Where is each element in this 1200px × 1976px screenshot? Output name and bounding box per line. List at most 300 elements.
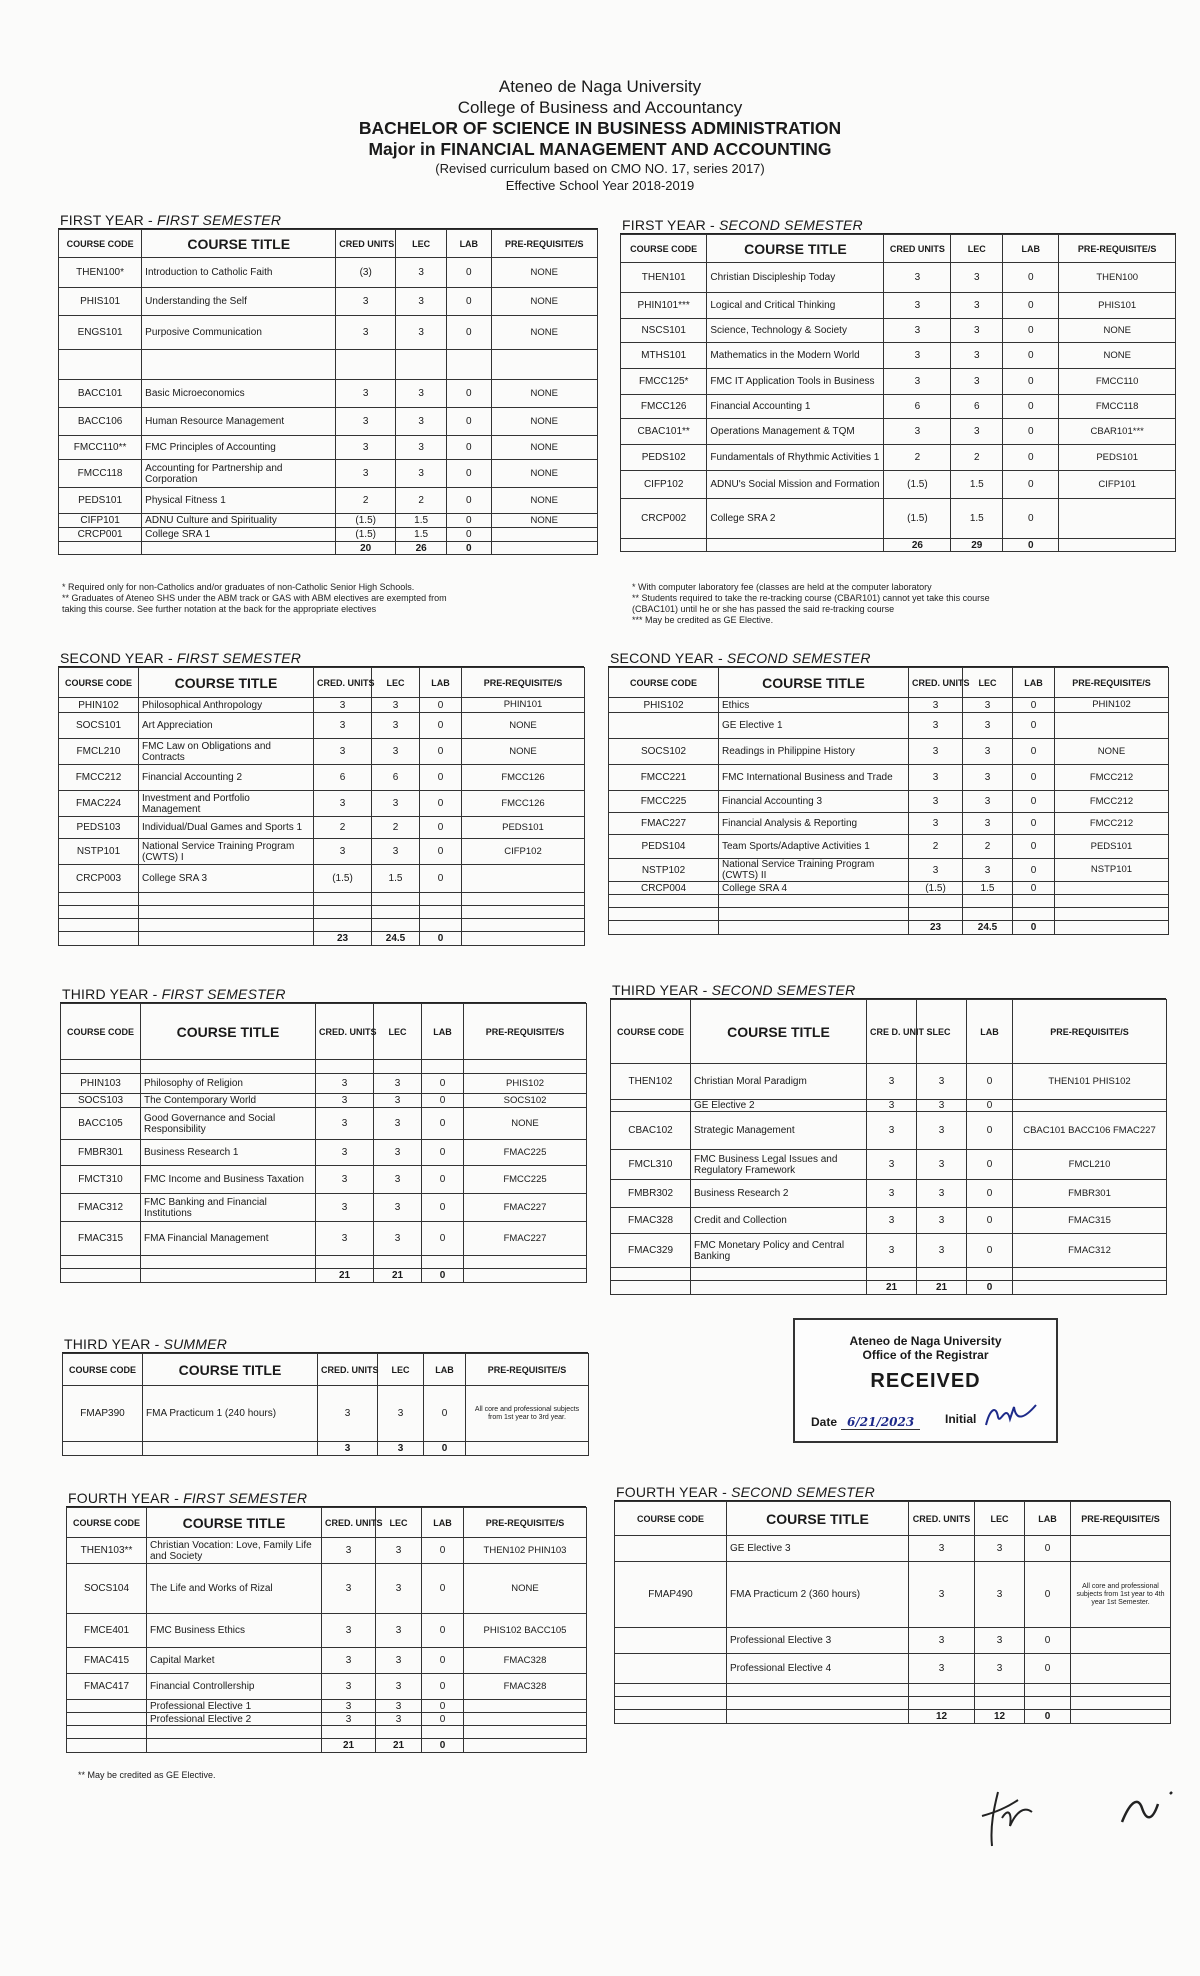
course-row — [621, 343, 1176, 369]
col-code: COURSE CODE — [615, 1502, 727, 1536]
course-prereq: FMAC227 — [464, 1222, 587, 1256]
course-table — [620, 234, 1176, 552]
col-prereq: PRE-REQUISITE/S — [1059, 235, 1176, 263]
course-lab: 0 — [1003, 471, 1059, 499]
course-prereq: NONE — [1059, 343, 1176, 369]
course-code: BACC105 — [61, 1108, 141, 1140]
course-lec: 1.5 — [963, 882, 1013, 895]
course-code: NSTP101 — [59, 839, 139, 865]
total-row — [63, 1442, 589, 1456]
course-credits: 3 — [884, 419, 951, 445]
course-credits: 3 — [316, 1140, 374, 1166]
col-cred: CRED. UNITS — [909, 668, 963, 698]
course-row — [611, 1208, 1167, 1234]
course-code: FMCT310 — [61, 1166, 141, 1194]
blank-row — [609, 908, 1169, 921]
total-row — [611, 1281, 1167, 1295]
y1s1-notes — [62, 582, 602, 615]
course-lab: 0 — [422, 1538, 464, 1564]
course-lab: 0 — [420, 865, 462, 893]
course-code: CRCP002 — [621, 499, 707, 539]
course-row — [61, 1074, 587, 1094]
course-row — [59, 791, 585, 817]
course-credits: 3 — [884, 369, 951, 395]
course-prereq: FMCC126 — [462, 765, 585, 791]
semester-title: SECOND YEAR - SECOND SEMESTER — [608, 650, 1168, 667]
course-row — [61, 1108, 587, 1140]
course-lec: 1.5 — [951, 499, 1003, 539]
course-title: FMC Principles of Accounting — [142, 436, 336, 460]
course-credits: 3 — [909, 1654, 975, 1684]
course-code: PHIN101*** — [621, 293, 707, 319]
course-credits: (1.5) — [884, 499, 951, 539]
course-title: College SRA 2 — [707, 499, 884, 539]
course-lec: 3 — [963, 713, 1013, 739]
course-code: SOCS104 — [67, 1564, 147, 1614]
course-credits: 6 — [314, 765, 372, 791]
semester-title: FIRST YEAR - FIRST SEMESTER — [58, 212, 598, 229]
total-row — [59, 932, 585, 946]
course-prereq: CBAR101*** — [1059, 419, 1176, 445]
col-code: COURSE CODE — [59, 230, 142, 258]
course-prereq — [491, 528, 598, 542]
course-row — [609, 813, 1169, 835]
course-table — [66, 1507, 587, 1753]
summer-block — [62, 1336, 588, 1456]
course-lec: 3 — [396, 408, 447, 436]
course-title: FMC International Business and Trade — [719, 765, 909, 791]
course-row — [615, 1536, 1171, 1562]
course-lec: 3 — [963, 813, 1013, 835]
course-prereq: CBAC101 BACC106 FMAC227 — [1013, 1112, 1167, 1150]
course-credits: 3 — [909, 1536, 975, 1562]
course-lab: 0 — [967, 1234, 1013, 1268]
course-lab: 0 — [447, 514, 491, 528]
course-code: PEDS103 — [59, 817, 139, 839]
course-title: Mathematics in the Modern World — [707, 343, 884, 369]
course-row — [61, 1194, 587, 1222]
blank-row — [615, 1697, 1171, 1710]
course-credits: 3 — [884, 343, 951, 369]
course-credits: 3 — [884, 263, 951, 293]
blank-row — [59, 350, 598, 380]
course-row — [609, 882, 1169, 895]
course-title: FMC Business Legal Issues and Regulatory Framework — [691, 1150, 867, 1180]
col-title: COURSE TITLE — [142, 230, 336, 258]
course-row — [621, 499, 1176, 539]
course-title: Financial Accounting 1 — [707, 395, 884, 419]
course-code: FMCL310 — [611, 1150, 691, 1180]
course-prereq — [1059, 499, 1176, 539]
course-prereq: FMBR301 — [1013, 1180, 1167, 1208]
document-header — [0, 76, 1200, 194]
course-prereq: FMCC126 — [462, 791, 585, 817]
note-line: ** Students required to take the re-tracking course (CBAR101) cannot yet take this course — [632, 593, 990, 603]
course-lec: 2 — [963, 835, 1013, 859]
course-row — [609, 698, 1169, 713]
course-row — [621, 419, 1176, 445]
total-row — [609, 921, 1169, 935]
blank-row — [615, 1684, 1171, 1697]
col-lab: LAB — [422, 1508, 464, 1538]
course-lec: 3 — [963, 739, 1013, 765]
course-prereq — [1055, 713, 1169, 739]
blank-row — [611, 1268, 1167, 1281]
course-code: FMAP390 — [63, 1386, 143, 1442]
course-credits: (1.5) — [884, 471, 951, 499]
course-code — [611, 1100, 691, 1112]
course-title: ADNU's Social Mission and Formation — [707, 471, 884, 499]
received-stamp — [793, 1318, 1058, 1443]
course-lec: 3 — [917, 1208, 967, 1234]
course-title: GE Elective 2 — [691, 1100, 867, 1112]
course-credits: 3 — [884, 293, 951, 319]
course-code: CRCP004 — [609, 882, 719, 895]
course-credits: 3 — [322, 1674, 376, 1700]
course-lec: 3 — [917, 1112, 967, 1150]
course-title: Financial Accounting 3 — [719, 791, 909, 813]
total-lec: 24.5 — [372, 932, 420, 946]
course-code: FMBR301 — [61, 1140, 141, 1166]
course-lec: 3 — [975, 1628, 1025, 1654]
course-code: FMCL210 — [59, 739, 139, 765]
course-row — [59, 713, 585, 739]
course-row — [621, 263, 1176, 293]
course-title: Christian Moral Paradigm — [691, 1064, 867, 1100]
total-row — [67, 1739, 587, 1753]
course-lab: 0 — [967, 1150, 1013, 1180]
col-title: COURSE TITLE — [147, 1508, 322, 1538]
course-credits: 3 — [322, 1564, 376, 1614]
course-title: FMC Business Ethics — [147, 1614, 322, 1648]
total-cred: 21 — [867, 1281, 917, 1295]
course-credits: 3 — [867, 1208, 917, 1234]
course-title: College SRA 4 — [719, 882, 909, 895]
course-prereq: NONE — [491, 514, 598, 528]
course-code: FMAC312 — [61, 1194, 141, 1222]
course-code: FMAC315 — [61, 1222, 141, 1256]
course-row — [59, 865, 585, 893]
col-lab: LAB — [967, 1000, 1013, 1064]
course-title: Team Sports/Adaptive Activities 1 — [719, 835, 909, 859]
course-prereq: NONE — [491, 408, 598, 436]
course-title: Professional Elective 1 — [147, 1700, 322, 1713]
course-title: Professional Elective 3 — [727, 1628, 909, 1654]
course-prereq: NONE — [491, 460, 598, 488]
program-title: BACHELOR OF SCIENCE IN BUSINESS ADMINISTRATION — [358, 118, 842, 138]
course-prereq: NONE — [491, 380, 598, 408]
course-title: FMC Law on Obligations and Contracts — [139, 739, 314, 765]
course-lec: 3 — [917, 1100, 967, 1112]
course-lab: 0 — [424, 1386, 466, 1442]
course-title: Financial Analysis & Reporting — [719, 813, 909, 835]
course-lab: 0 — [422, 1108, 464, 1140]
course-code: FMAP490 — [615, 1562, 727, 1628]
course-row — [61, 1222, 587, 1256]
blank-row — [609, 895, 1169, 908]
course-code: THEN102 — [611, 1064, 691, 1100]
col-title: COURSE TITLE — [139, 668, 314, 698]
university-name: Ateneo de Naga University — [498, 77, 702, 96]
course-row — [621, 319, 1176, 343]
col-title: COURSE TITLE — [707, 235, 884, 263]
course-lab: 0 — [1003, 343, 1059, 369]
course-title: Human Resource Management — [142, 408, 336, 436]
course-credits: 3 — [322, 1648, 376, 1674]
total-cred: 3 — [318, 1442, 378, 1456]
course-row — [59, 258, 598, 288]
course-lab: 0 — [1003, 369, 1059, 395]
course-row — [59, 528, 598, 542]
course-credits: (1.5) — [909, 882, 963, 895]
course-lab: 0 — [422, 1194, 464, 1222]
course-row — [67, 1713, 587, 1726]
course-code: PHIS101 — [59, 288, 142, 316]
course-title: FMA Practicum 1 (240 hours) — [143, 1386, 318, 1442]
col-lab: LAB — [424, 1354, 466, 1386]
course-prereq: FMAC225 — [464, 1140, 587, 1166]
col-lec: LEC — [372, 668, 420, 698]
course-title: Basic Microeconomics — [142, 380, 336, 408]
course-lec: 3 — [378, 1386, 424, 1442]
course-lab: 0 — [447, 488, 491, 514]
course-lab: 0 — [422, 1614, 464, 1648]
course-prereq: NONE — [1055, 739, 1169, 765]
course-prereq — [464, 1713, 587, 1726]
course-row — [59, 408, 598, 436]
course-lec: 3 — [374, 1094, 422, 1108]
course-lab: 0 — [447, 380, 491, 408]
course-row — [621, 471, 1176, 499]
course-credits: (3) — [336, 258, 396, 288]
blank-row — [59, 893, 585, 906]
course-credits: 3 — [867, 1150, 917, 1180]
total-cred: 12 — [909, 1710, 975, 1724]
course-prereq: CIFP102 — [462, 839, 585, 865]
y3s2-block — [610, 982, 1166, 1295]
course-credits: 3 — [867, 1100, 917, 1112]
course-code: FMBR302 — [611, 1180, 691, 1208]
total-lec: 21 — [917, 1281, 967, 1295]
course-prereq: FMCC212 — [1055, 791, 1169, 813]
course-row — [615, 1628, 1171, 1654]
note-line: * Required only for non-Catholics and/or graduates of non-Catholic Senior High Schools. — [62, 582, 415, 592]
course-lab: 0 — [967, 1100, 1013, 1112]
course-title: Financial Controllership — [147, 1674, 322, 1700]
course-lab: 0 — [420, 713, 462, 739]
course-row — [611, 1112, 1167, 1150]
course-row — [609, 835, 1169, 859]
course-title: Financial Accounting 2 — [139, 765, 314, 791]
col-lec: LEC — [396, 230, 447, 258]
course-row — [621, 293, 1176, 319]
course-title: Professional Elective 2 — [147, 1713, 322, 1726]
total-cred: 21 — [322, 1739, 376, 1753]
course-credits: 3 — [322, 1538, 376, 1564]
course-prereq: SOCS102 — [464, 1094, 587, 1108]
course-title: Purposive Communication — [142, 316, 336, 350]
course-prereq: NONE — [464, 1564, 587, 1614]
course-lab: 0 — [422, 1222, 464, 1256]
course-credits: 3 — [316, 1194, 374, 1222]
effective-year: Effective School Year 2018-2019 — [505, 178, 695, 193]
col-code: COURSE CODE — [621, 235, 707, 263]
total-lec: 12 — [975, 1710, 1025, 1724]
col-code: COURSE CODE — [611, 1000, 691, 1064]
course-title: FMC Income and Business Taxation — [141, 1166, 316, 1194]
col-lec: LEC — [378, 1354, 424, 1386]
course-lec: 3 — [963, 791, 1013, 813]
course-title: Individual/Dual Games and Sports 1 — [139, 817, 314, 839]
signature-icon — [972, 1782, 1042, 1852]
course-lec: 3 — [374, 1140, 422, 1166]
course-lec: 3 — [374, 1166, 422, 1194]
course-prereq: NONE — [491, 258, 598, 288]
course-lec: 1.5 — [372, 865, 420, 893]
total-lab: 0 — [447, 542, 491, 555]
course-row — [59, 380, 598, 408]
col-lec: LEC — [374, 1004, 422, 1060]
course-row — [615, 1562, 1171, 1628]
course-prereq: PEDS101 — [1055, 835, 1169, 859]
course-code: PHIN103 — [61, 1074, 141, 1094]
course-lab: 0 — [1003, 263, 1059, 293]
course-credits: 3 — [909, 713, 963, 739]
course-prereq: FMCC225 — [464, 1166, 587, 1194]
course-credits: 3 — [336, 380, 396, 408]
course-row — [609, 713, 1169, 739]
course-code — [67, 1713, 147, 1726]
course-row — [59, 514, 598, 528]
course-code — [615, 1628, 727, 1654]
course-row — [59, 436, 598, 460]
signature-icon — [1116, 1782, 1186, 1832]
course-lab: 0 — [422, 1140, 464, 1166]
course-prereq: FMAC328 — [464, 1674, 587, 1700]
col-lab: LAB — [1025, 1502, 1071, 1536]
course-lec: 1.5 — [396, 528, 447, 542]
course-title: Operations Management & TQM — [707, 419, 884, 445]
course-code: FMCC221 — [609, 765, 719, 791]
course-lab: 0 — [1003, 419, 1059, 445]
course-row — [67, 1614, 587, 1648]
total-lab: 0 — [1025, 1710, 1071, 1724]
course-row — [59, 698, 585, 713]
course-title: Strategic Management — [691, 1112, 867, 1150]
total-lec: 26 — [396, 542, 447, 555]
course-credits: (1.5) — [314, 865, 372, 893]
col-title: COURSE TITLE — [719, 668, 909, 698]
course-row — [621, 395, 1176, 419]
col-cred: CRED. UNITS — [909, 1502, 975, 1536]
total-lec: 21 — [374, 1269, 422, 1283]
course-code: FMAC415 — [67, 1648, 147, 1674]
course-lab: 0 — [967, 1112, 1013, 1150]
course-code: PHIS102 — [609, 698, 719, 713]
course-lec: 3 — [372, 791, 420, 817]
course-lab: 0 — [420, 791, 462, 817]
course-row — [609, 739, 1169, 765]
course-row — [59, 817, 585, 839]
course-credits: 3 — [909, 1628, 975, 1654]
course-row — [67, 1564, 587, 1614]
course-lec: 3 — [917, 1180, 967, 1208]
course-credits: 3 — [336, 436, 396, 460]
course-prereq: NONE — [491, 488, 598, 514]
course-lab: 0 — [1025, 1562, 1071, 1628]
course-lec: 3 — [951, 319, 1003, 343]
course-title: Credit and Collection — [691, 1208, 867, 1234]
course-title: Art Appreciation — [139, 713, 314, 739]
course-row — [611, 1100, 1167, 1112]
course-title: Professional Elective 4 — [727, 1654, 909, 1684]
col-cred: CRED. UNITS — [322, 1508, 376, 1538]
semester-title: FIRST YEAR - SECOND SEMESTER — [620, 217, 1176, 234]
course-credits: 3 — [909, 859, 963, 882]
course-lab: 0 — [1013, 835, 1055, 859]
semester-title: THIRD YEAR - SUMMER — [62, 1336, 588, 1353]
course-lab: 0 — [967, 1180, 1013, 1208]
course-prereq: NONE — [464, 1108, 587, 1140]
course-row — [61, 1166, 587, 1194]
course-lec: 1.5 — [951, 471, 1003, 499]
course-lec: 3 — [376, 1713, 422, 1726]
total-lec: 21 — [376, 1739, 422, 1753]
course-lec: 3 — [951, 369, 1003, 395]
course-title: Philosophy of Religion — [141, 1074, 316, 1094]
course-prereq: FMCC212 — [1055, 813, 1169, 835]
course-code: FMCC126 — [621, 395, 707, 419]
course-title: Logical and Critical Thinking — [707, 293, 884, 319]
course-prereq: THEN100 — [1059, 263, 1176, 293]
course-code: CIFP102 — [621, 471, 707, 499]
blank-row — [61, 1256, 587, 1269]
course-credits: 3 — [909, 813, 963, 835]
course-lec: 3 — [372, 839, 420, 865]
course-lab: 0 — [447, 436, 491, 460]
col-lab: LAB — [420, 668, 462, 698]
course-credits: (1.5) — [336, 528, 396, 542]
course-row — [59, 488, 598, 514]
y2s1-block — [58, 650, 584, 946]
y4s1-footnote: ** May be credited as GE Elective. — [78, 1770, 216, 1780]
course-code: PHIN102 — [59, 698, 139, 713]
course-lab: 0 — [1025, 1654, 1071, 1684]
course-prereq: PHIS102 BACC105 — [464, 1614, 587, 1648]
col-cred: CRED UNITS — [336, 230, 396, 258]
course-code: FMAC227 — [609, 813, 719, 835]
course-credits: 3 — [314, 713, 372, 739]
total-lab: 0 — [424, 1442, 466, 1456]
course-code: FMCC110** — [59, 436, 142, 460]
course-code: SOCS101 — [59, 713, 139, 739]
course-code: PEDS102 — [621, 445, 707, 471]
course-lab: 0 — [967, 1208, 1013, 1234]
course-credits: 3 — [316, 1108, 374, 1140]
course-title: Christian Vocation: Love, Family Life and Society — [147, 1538, 322, 1564]
stamp-date-value: 6/21/2023 — [841, 1415, 920, 1430]
course-code: THEN100* — [59, 258, 142, 288]
revision-note: (Revised curriculum based on CMO NO. 17, series 2017) — [435, 161, 765, 176]
course-lec: 3 — [396, 258, 447, 288]
course-code: BACC101 — [59, 380, 142, 408]
course-credits: 2 — [884, 445, 951, 471]
col-lec: LEC — [376, 1508, 422, 1538]
course-row — [67, 1700, 587, 1713]
course-credits: 2 — [909, 835, 963, 859]
course-lec: 3 — [917, 1234, 967, 1268]
course-lab: 0 — [1003, 319, 1059, 343]
